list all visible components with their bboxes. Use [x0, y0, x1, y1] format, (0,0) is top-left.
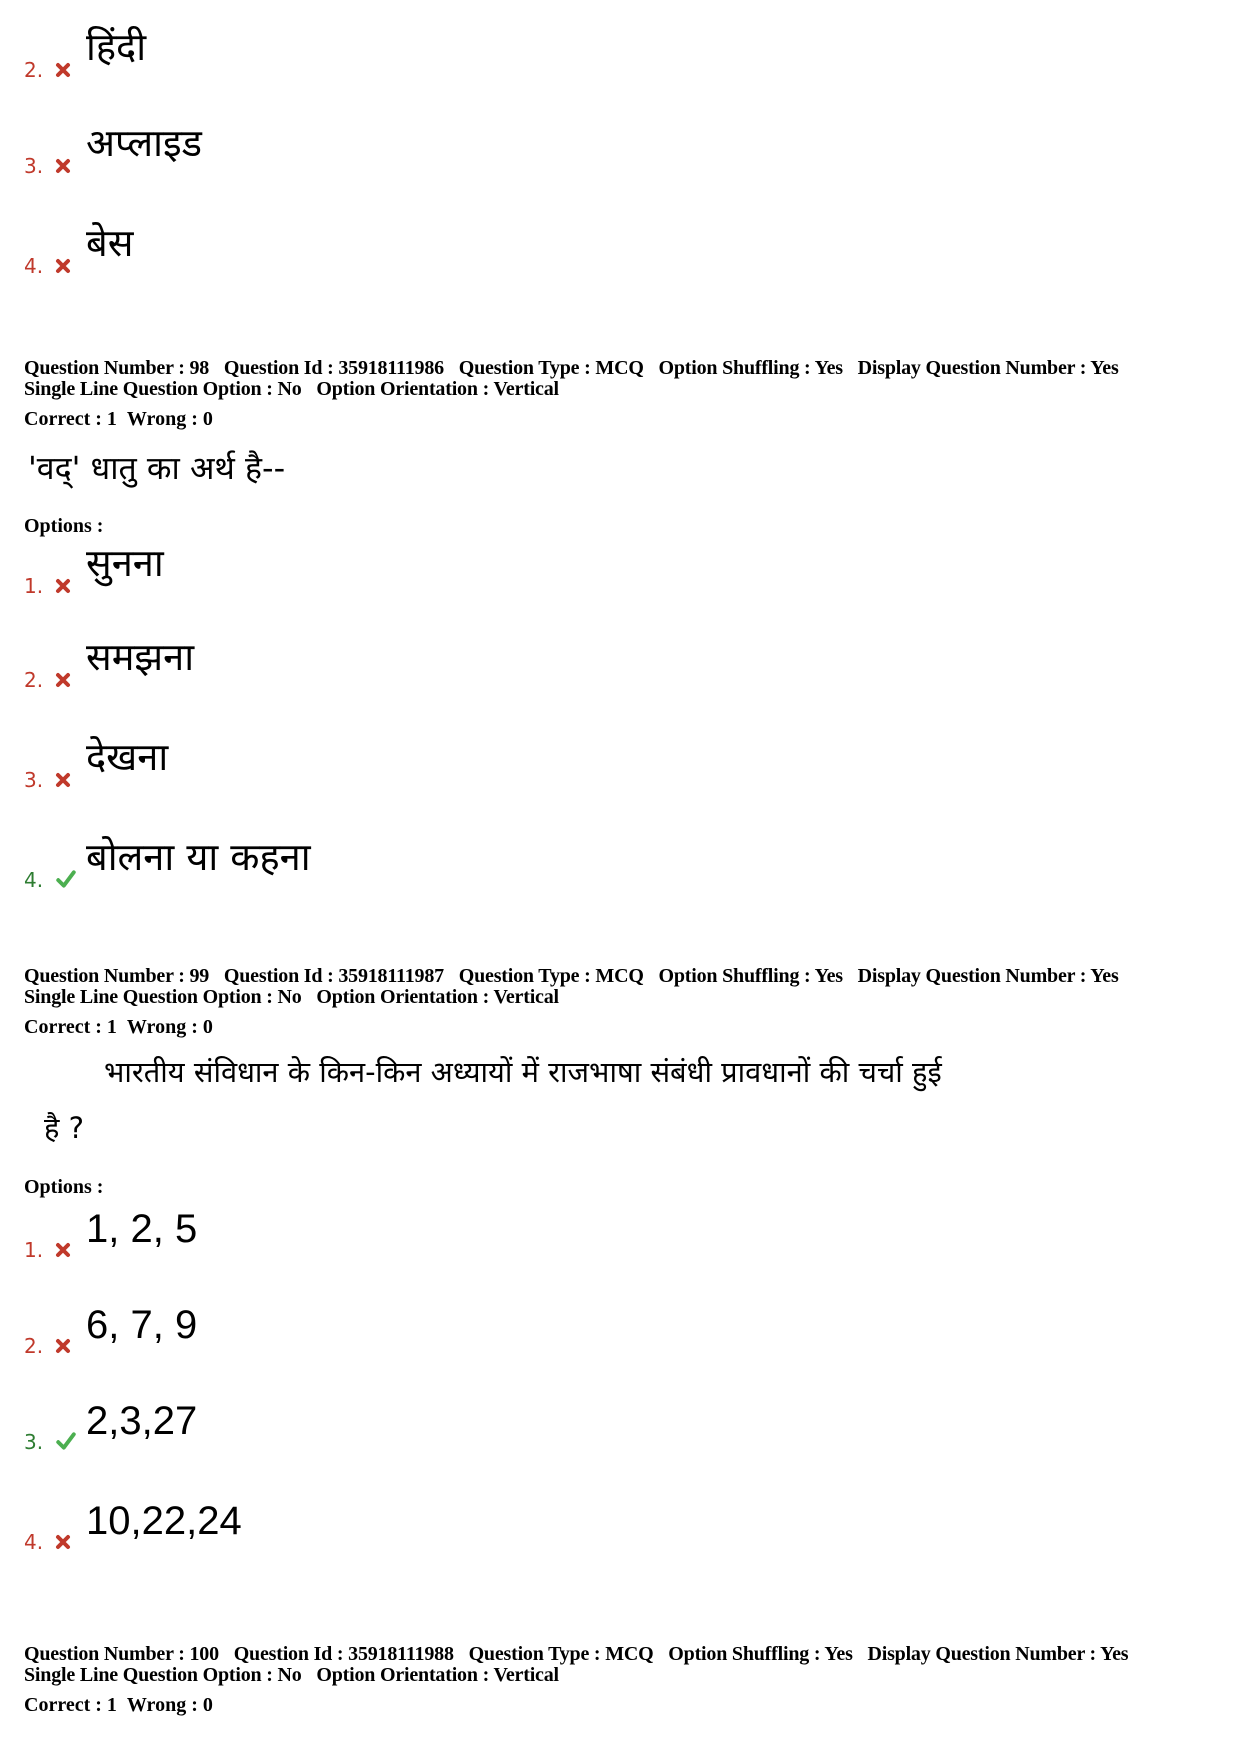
option-row: [24, 22, 724, 82]
single-line-option: Single Line Question Option : No: [24, 1664, 302, 1686]
wrong-cross-icon: [54, 157, 72, 175]
option-row: [24, 538, 724, 598]
options-label: Options :: [24, 515, 104, 537]
wrong-cross-icon: [54, 1533, 72, 1551]
option-text: 6, 7, 9: [86, 1303, 198, 1347]
option-number: 2.: [24, 58, 44, 82]
option-text: 10,22,24: [86, 1499, 242, 1543]
option-number: 2.: [24, 668, 44, 692]
wrong-cross-icon: [54, 1337, 72, 1355]
wrong-marks: Wrong : 0: [126, 1694, 213, 1716]
question-metadata: [24, 1644, 1128, 1686]
marking-scheme: [24, 1694, 213, 1717]
option-text: बेस: [86, 221, 134, 265]
display-question-number: Display Question Number : Yes: [857, 965, 1119, 987]
question-metadata: [24, 358, 1119, 400]
question-text-line2: है ?: [44, 1111, 85, 1145]
question-number: Question Number : 99: [24, 965, 210, 987]
option-row: [24, 632, 724, 692]
marking-scheme: [24, 408, 213, 431]
option-number: 2.: [24, 1334, 44, 1358]
option-text: सुनना: [86, 541, 164, 585]
option-row: [24, 732, 724, 792]
question-type: Question Type : MCQ: [468, 1643, 654, 1665]
marking-scheme: [24, 1016, 213, 1039]
question-number: Question Number : 98: [24, 357, 210, 379]
option-number: 1.: [24, 1238, 44, 1262]
option-row: [24, 1298, 724, 1358]
correct-check-icon: [54, 869, 78, 889]
option-number: 4.: [24, 254, 44, 278]
option-row: [24, 1202, 724, 1262]
option-number: 4.: [24, 1530, 44, 1554]
question-id: Question Id : 35918111987: [223, 965, 444, 987]
display-question-number: Display Question Number : Yes: [857, 357, 1119, 379]
wrong-marks: Wrong : 0: [126, 1016, 213, 1038]
option-text: बोलना या कहना: [86, 835, 311, 879]
option-row: [24, 1394, 724, 1454]
option-text: अप्लाइड: [86, 121, 203, 165]
correct-check-icon: [54, 1431, 78, 1451]
wrong-cross-icon: [54, 671, 72, 689]
option-text: 2,3,27: [86, 1399, 198, 1443]
correct-marks: Correct : 1: [24, 408, 117, 430]
correct-marks: Correct : 1: [24, 1694, 117, 1716]
option-text: देखना: [86, 735, 169, 779]
option-row: [24, 218, 724, 278]
option-number: 4.: [24, 868, 44, 892]
options-label: Options :: [24, 1176, 104, 1198]
option-row: [24, 832, 724, 892]
wrong-cross-icon: [54, 257, 72, 275]
question-text: 'वद्' धातु का अर्थ है--: [28, 449, 286, 487]
option-orientation: Option Orientation : Vertical: [316, 378, 559, 400]
question-id: Question Id : 35918111988: [233, 1643, 454, 1665]
option-number: 3.: [24, 1430, 44, 1454]
question-text-line1: भारतीय संविधान के किन-किन अध्यायों में राजभाषा संबंधी प्रावधानों की चर्चा हुई: [104, 1055, 942, 1089]
question-metadata: [24, 966, 1119, 1008]
question-number: Question Number : 100: [24, 1643, 219, 1665]
option-text: 1, 2, 5: [86, 1207, 198, 1251]
correct-marks: Correct : 1: [24, 1016, 117, 1038]
question-type: Question Type : MCQ: [458, 357, 644, 379]
option-row: [24, 1494, 724, 1554]
single-line-option: Single Line Question Option : No: [24, 378, 302, 400]
option-text: समझना: [86, 635, 195, 679]
option-row: [24, 118, 724, 178]
question-id: Question Id : 35918111986: [223, 357, 444, 379]
display-question-number: Display Question Number : Yes: [867, 1643, 1129, 1665]
wrong-cross-icon: [54, 577, 72, 595]
option-shuffling: Option Shuffling : Yes: [668, 1643, 853, 1665]
option-text: हिंदी: [86, 25, 147, 69]
option-shuffling: Option Shuffling : Yes: [658, 357, 843, 379]
option-orientation: Option Orientation : Vertical: [316, 1664, 559, 1686]
option-number: 3.: [24, 768, 44, 792]
option-orientation: Option Orientation : Vertical: [316, 986, 559, 1008]
option-number: 1.: [24, 574, 44, 598]
single-line-option: Single Line Question Option : No: [24, 986, 302, 1008]
wrong-cross-icon: [54, 61, 72, 79]
wrong-marks: Wrong : 0: [126, 408, 213, 430]
question-type: Question Type : MCQ: [458, 965, 644, 987]
wrong-cross-icon: [54, 1241, 72, 1259]
option-number: 3.: [24, 154, 44, 178]
wrong-cross-icon: [54, 771, 72, 789]
option-shuffling: Option Shuffling : Yes: [658, 965, 843, 987]
